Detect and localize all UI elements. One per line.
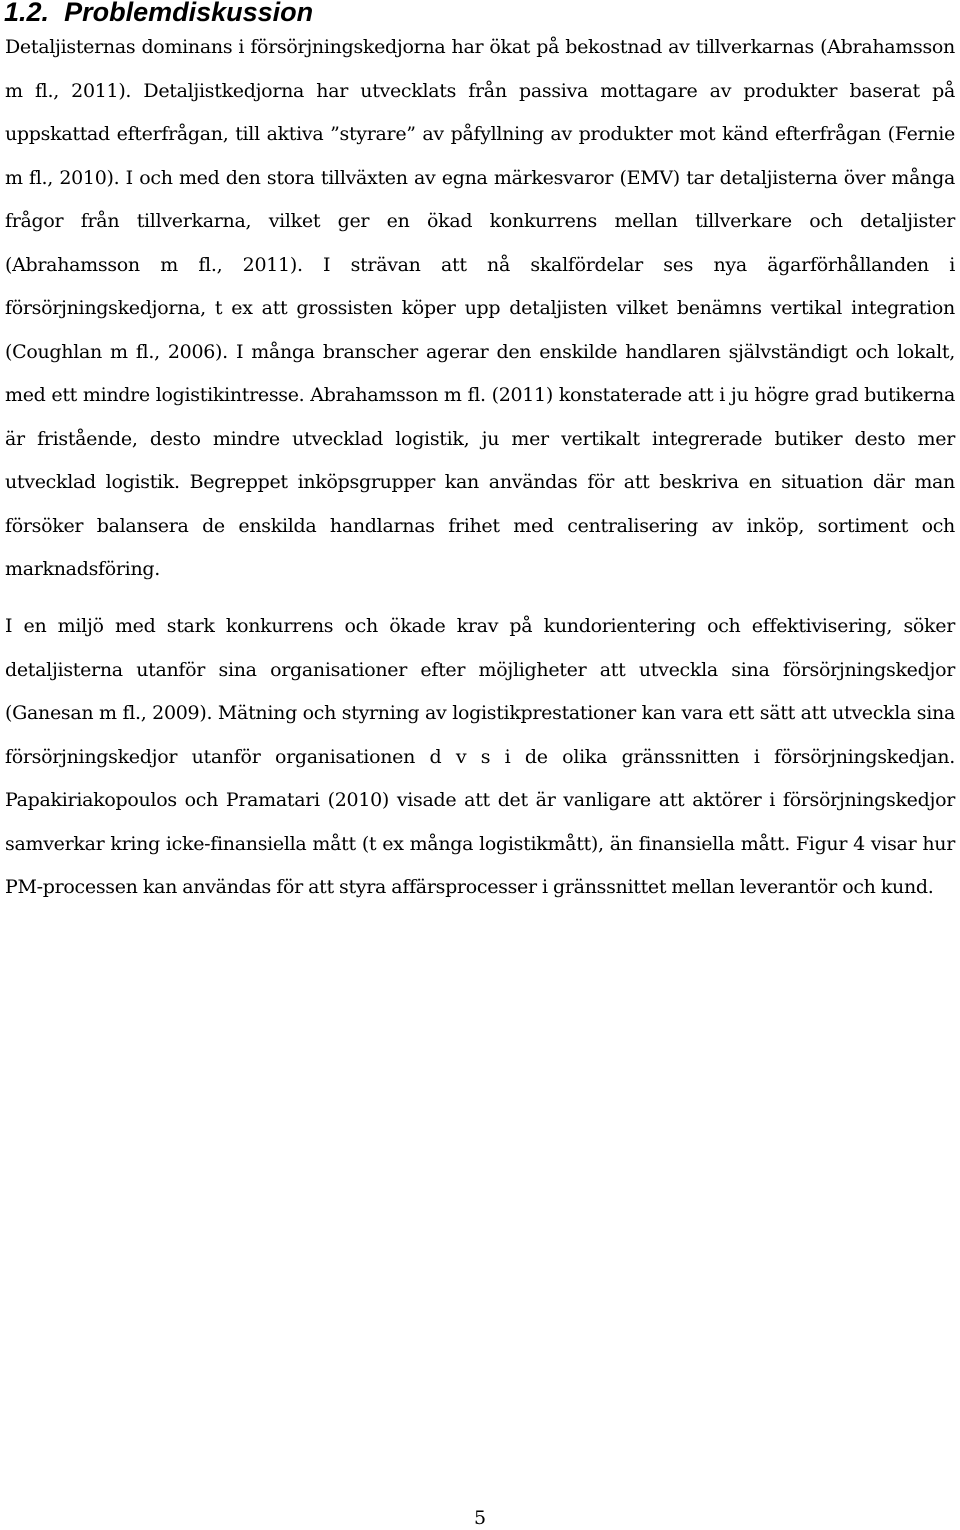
page-number: 5 — [473, 1507, 487, 1529]
section-number: 1.2. — [4, 0, 50, 27]
paragraph-2: I en miljö med stark konkurrens och ökade krav på kundorientering och effektivisering, söker detaljisterna utanför sina organisationer efter möjligheter att utveckla sina försörjningskedjor (Ganesan m fl., 2009). Mätning och styrning av logistikprestationer kan vara ett sätt att utveckla sina försörjningskedjor utanför organisationen d v s i de olika gränssnitten i försörjningskedjan. Papakiriakopoulos och Pramatari (2010) visade att det är vanligare att aktörer i försörjningskedjor samverkar kring icke-finansiella mått (t ex många logistikmått), än finansiella mått. Figur 4 visar hur PM-processen kan användas för att styra affärsprocesser i gränssnittet mellan leverantör och kund. — [5, 615, 955, 898]
section-title: Problemdiskussion — [64, 0, 314, 27]
paragraph-1: Detaljisternas dominans i försörjningskedjorna har ökat på bekostnad av tillverkarnas (Abrahamsson m fl., 2011). Detaljistkedjorna har utvecklats från passiva mottagare av produkter baserat på uppskattad efterfrågan, till aktiva ”styrare” av påfyllning av produkter mot känd efterfrågan (Fernie m fl., 2010). I och med den stora tillväxten av egna märkesvaror (EMV) tar detaljisterna över många frågor från tillverkarna, vilket ger en ökad konkurrens mellan tillverkare och detaljister (Abrahamsson m fl., 2011). I strävan att nå skalfördelar ses nya ägarförhållanden i försörjningskedjorna, t ex att grossisten köper upp detaljisten vilket benämns vertikal integration (Coughlan m fl., 2006). I många branscher agerar den enskilde handlaren självständigt och lokalt, med ett mindre logistikintresse. Abrahamsson m fl. (2011) konstaterade att i ju högre grad butikerna är fristående, desto mindre utvecklad logistik, ju mer vertikalt integrerade butiker desto mer utvecklad logistik. Begreppet inköpsgrupper kan användas för att beskriva en situation där man försöker balansera de enskilda handlarnas frihet med centralisering av inköp, sortiment och marknadsföring. — [5, 36, 955, 580]
section-heading — [4, 0, 313, 28]
